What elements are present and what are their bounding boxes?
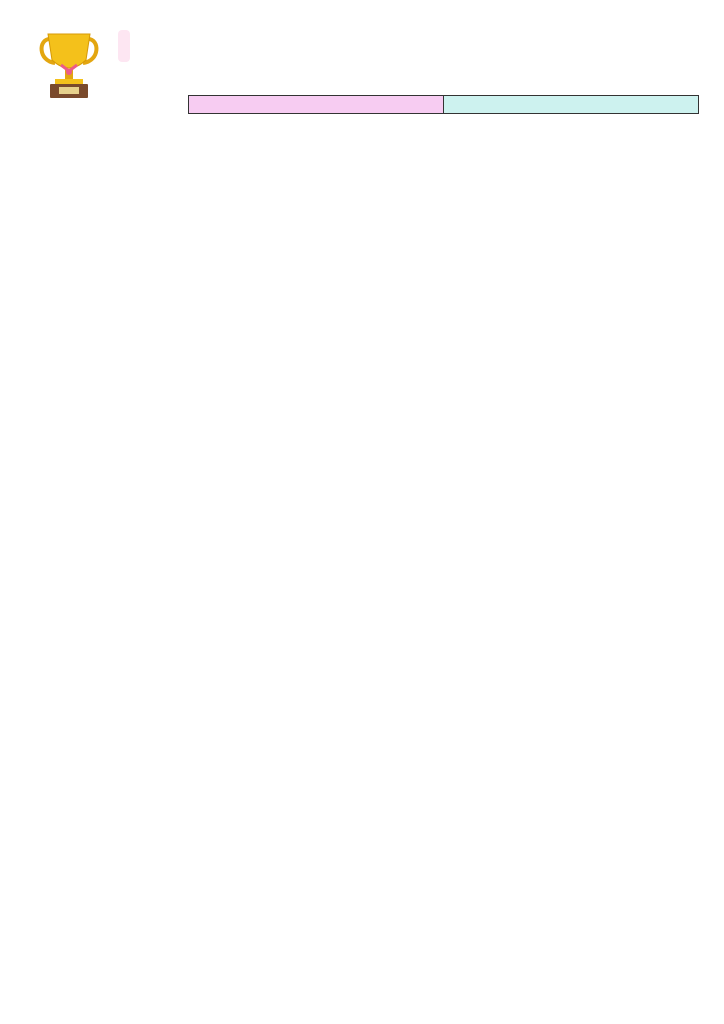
trophy-icon	[38, 30, 100, 100]
header-blank-cell	[18, 96, 68, 114]
results-table	[18, 95, 699, 114]
header-blank-cell	[68, 96, 188, 114]
runner-up-column-header	[443, 96, 698, 114]
table-header-row	[18, 96, 698, 114]
winner-column-header	[188, 96, 443, 114]
page-title	[118, 30, 130, 62]
